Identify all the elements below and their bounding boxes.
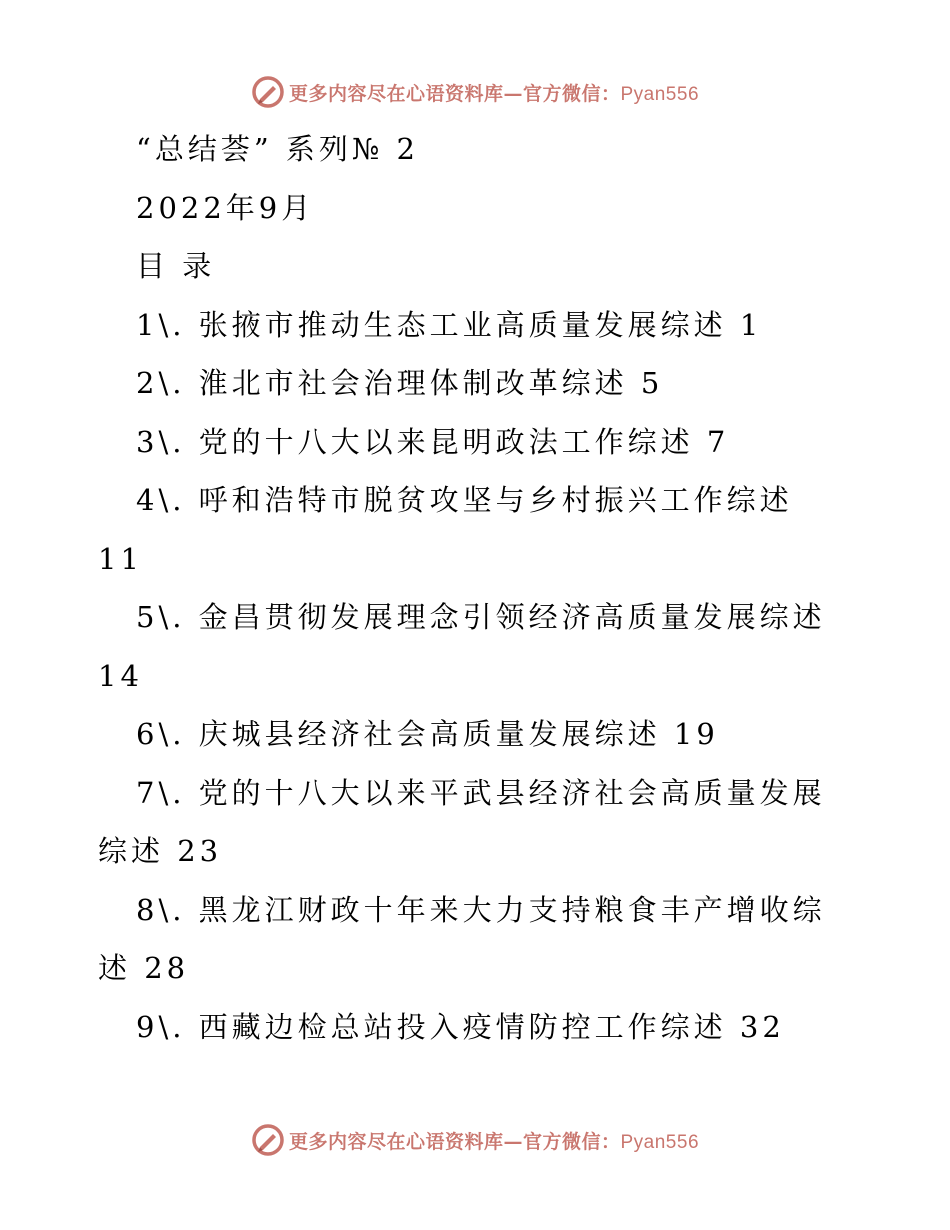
toc-entry-continuation: 综述 23 [98, 834, 223, 868]
toc-entry-continuation: 述 28 [98, 951, 190, 985]
watermark-banner-bottom [0, 1120, 950, 1160]
watermark-content [251, 1123, 699, 1157]
watermark-id: Pyan556 [620, 83, 700, 105]
pen-seal-icon [251, 75, 285, 109]
toc-entry: 8\. 黑龙江财政十年来大力支持粮食丰产增收综 [136, 892, 826, 927]
toc-entry: 6\. 庆城县经济社会高质量发展综述 19 [136, 717, 719, 751]
watermark-text: 更多内容尽在心语资料库—官方微信：Pyan556 [288, 1130, 700, 1153]
document-date: 2022年9月 [136, 190, 315, 225]
toc-entry: 2\. 淮北市社会治理体制改革综述 5 [136, 366, 664, 400]
toc-entry-continuation: 11 [98, 541, 143, 576]
toc-entry: 3\. 党的十八大以来昆明政法工作综述 7 [136, 424, 730, 459]
toc-entry: 4\. 呼和浩特市脱贫攻坚与乡村振兴工作综述 [136, 483, 793, 517]
watermark-text: 更多内容尽在心语资料库—官方微信：Pyan556 [288, 82, 700, 105]
toc-entry: 7\. 党的十八大以来平武县经济社会高质量发展 [136, 775, 826, 810]
toc-entry: 1\. 张掖市推动生态工业高质量发展综述 1 [136, 307, 763, 342]
pen-seal-icon [251, 1123, 285, 1157]
toc-entry: 5\. 金昌贯彻发展理念引领经济高质量发展综述 [136, 600, 826, 634]
series-title: “总结荟” 系列№ 2 [136, 132, 419, 166]
watermark-banner-top [0, 72, 950, 112]
toc-entry: 9\. 西藏边检总站投入疫情防控工作综述 32 [136, 1009, 785, 1044]
watermark-content [251, 75, 699, 109]
toc-title: 目 录 [136, 249, 216, 283]
toc-entry-continuation: 14 [98, 658, 143, 693]
document-body [98, 120, 858, 1056]
watermark-id: Pyan556 [620, 1131, 700, 1153]
